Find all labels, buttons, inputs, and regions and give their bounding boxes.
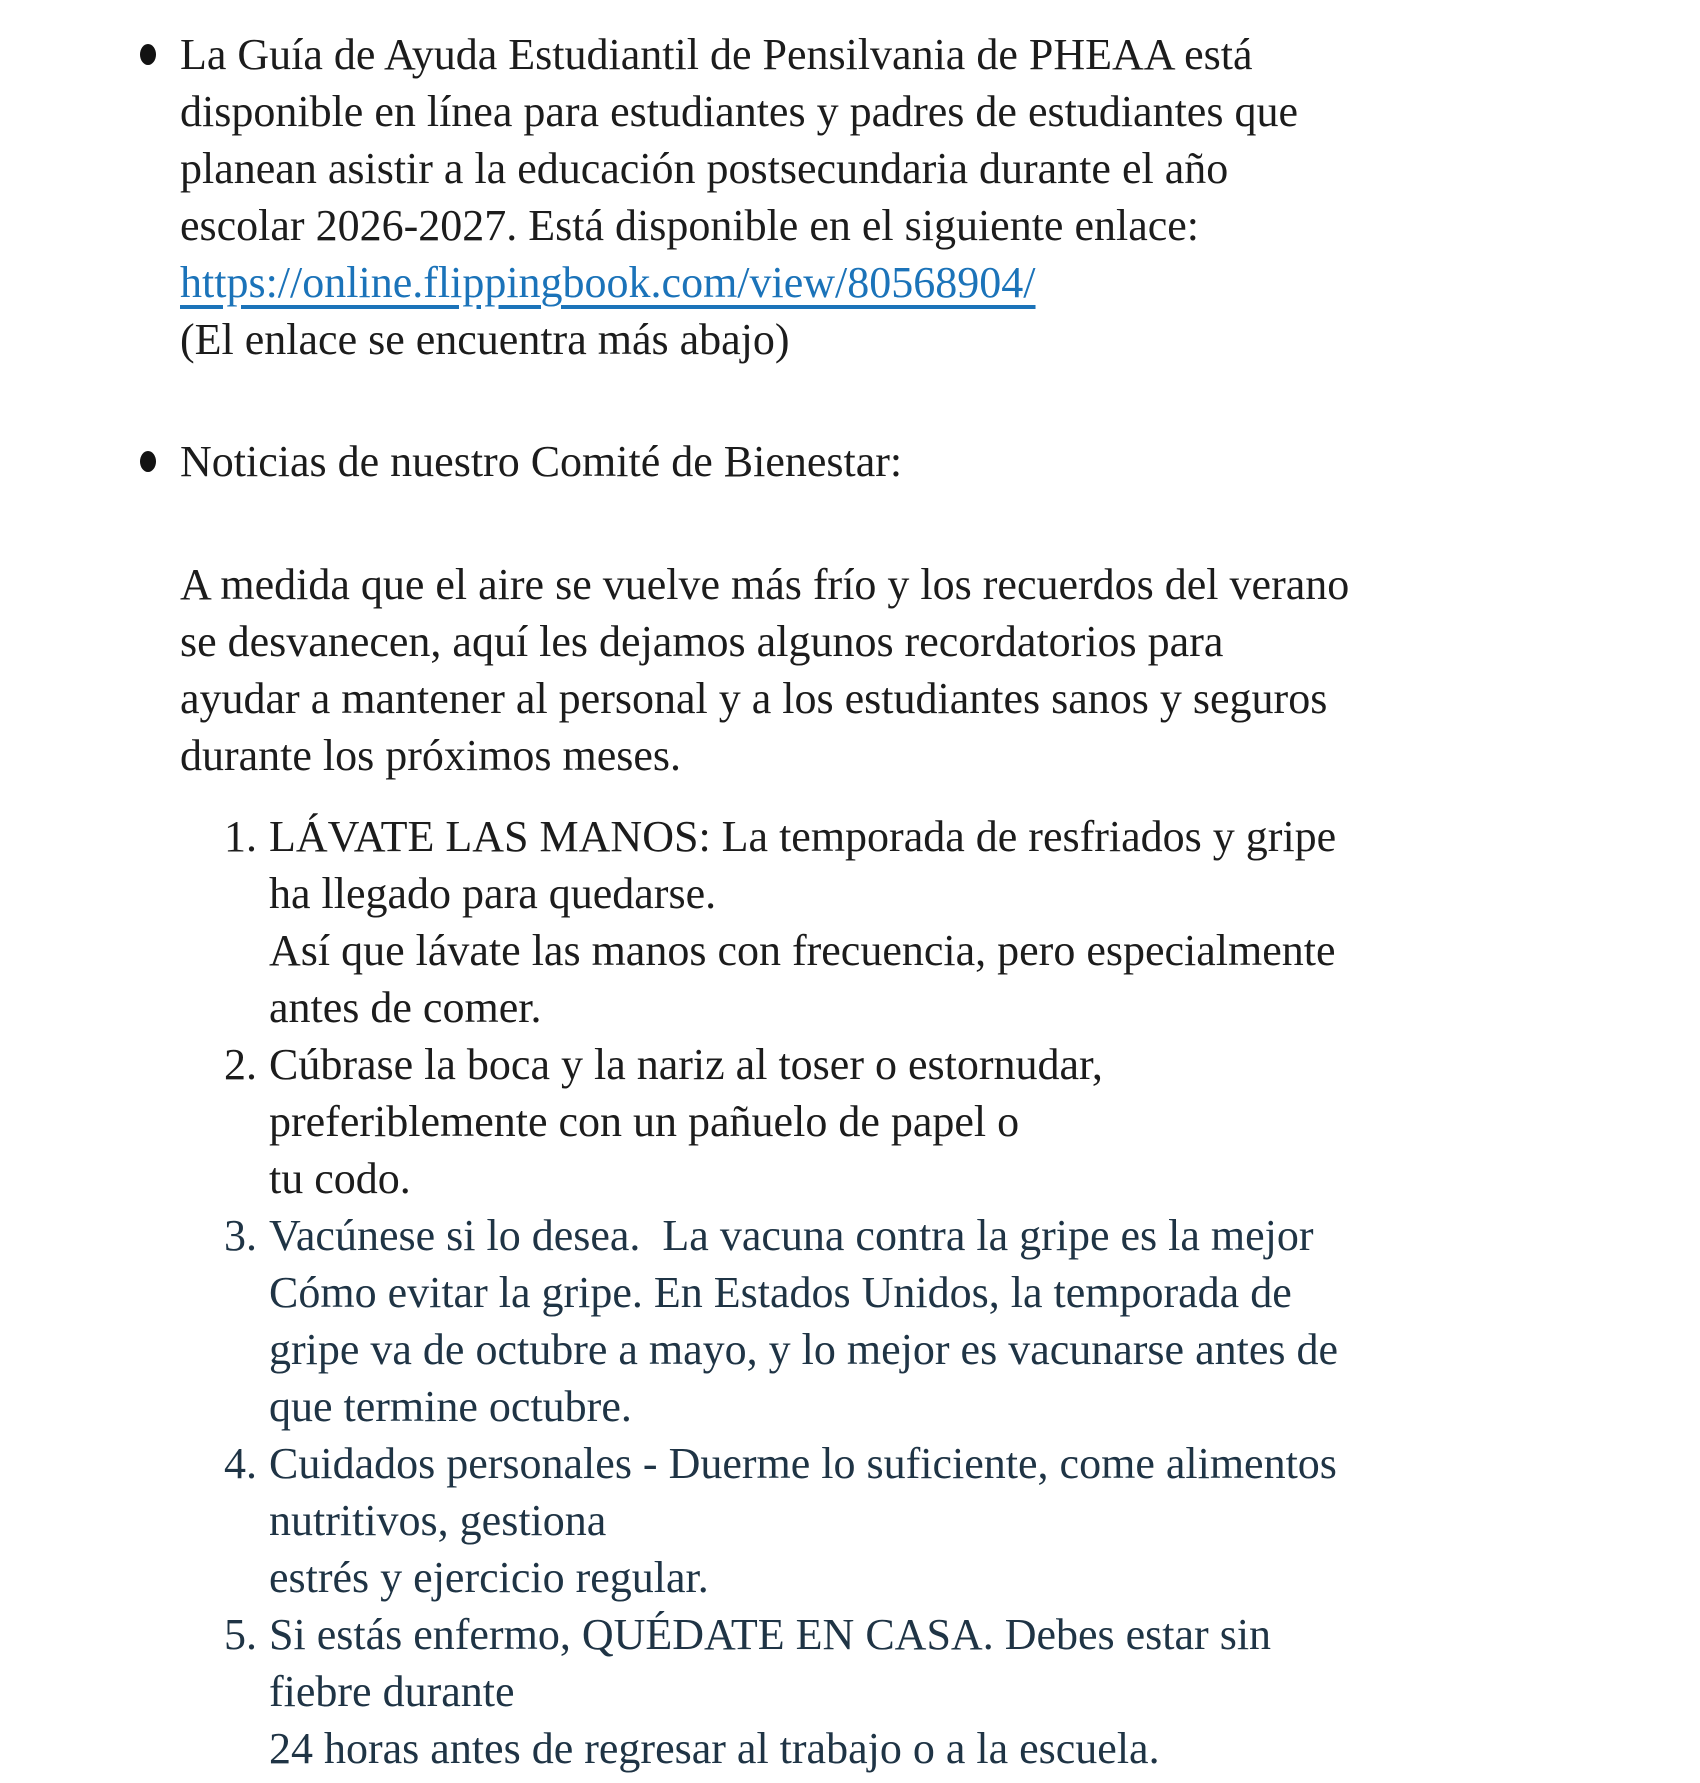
bullet-icon [140,451,156,472]
list-item-text [269,1036,1103,1207]
text-line: 24 horas antes de regresar al trabajo o a la escuela. [269,1724,1160,1773]
bullet-item-pheaa [140,26,1660,368]
text-line: tu codo. [269,1154,411,1203]
text-line: estrés y ejercicio regular. [269,1553,709,1602]
text-line: ha llegado para quedarse. [269,869,717,918]
list-item-1 [140,808,1660,1036]
bullet-pheaa-content [180,26,1298,368]
bullet-icon [140,44,156,65]
intro-paragraph [180,556,1660,784]
text-line: preferiblemente con un pañuelo de papel o [269,1097,1020,1146]
list-item-text [269,808,1336,1036]
text-line: Si estás enfermo, QUÉDATE EN CASA. Debes estar sin [269,1610,1272,1659]
text-line: escolar 2026-2027. Está disponible en el siguiente enlace: [180,201,1200,250]
tips-list [140,808,1660,1777]
list-number: 2. [224,1040,257,1089]
text-line: La Guía de Ayuda Estudiantil de Pensilvania de PHEAA está [180,30,1253,79]
text-line: LÁVATE LAS MANOS: La temporada de resfriados y gripe [269,812,1337,861]
text-line: Cómo evitar la gripe. En Estados Unidos, la temporada de [269,1268,1292,1317]
text-line: A medida que el aire se vuelve más frío y los recuerdos del verano [180,560,1350,609]
list-item-text [269,1606,1271,1777]
text-line: que termine octubre. [269,1382,632,1431]
text-line: Cúbrase la boca y la nariz al toser o estornudar, [269,1040,1103,1089]
list-item-4 [140,1435,1660,1606]
list-item-3 [140,1207,1660,1435]
text-line: Así que lávate las manos con frecuencia, pero especialmente [269,926,1336,975]
bullet-wellness-content [180,433,902,490]
text-line: se desvanecen, aquí les dejamos algunos recordatorios para [180,617,1224,666]
flippingbook-link[interactable]: https://online.flippingbook.com/view/80568904/ [180,258,1036,307]
list-item-text [269,1435,1337,1606]
wellness-heading: Noticias de nuestro Comité de Bienestar: [180,437,903,486]
list-number: 5. [224,1610,257,1659]
list-item-2 [140,1036,1660,1207]
text-line: ayudar a mantener al personal y a los estudiantes sanos y seguros [180,674,1328,723]
list-number: 3. [224,1211,257,1260]
link-note-line: (El enlace se encuentra más abajo) [180,315,790,364]
text-line: gripe va de octubre a mayo, y lo mejor es vacunarse antes de [269,1325,1339,1374]
list-number: 4. [224,1439,257,1488]
link-line [180,254,1298,311]
bullet-item-wellness [140,433,1660,490]
text-line: durante los próximos meses. [180,731,682,780]
text-line: Cuidados personales - Duerme lo suficiente, come alimentos [269,1439,1337,1488]
list-item-text [269,1207,1338,1435]
list-item-5 [140,1606,1660,1777]
list-number: 1. [224,812,257,861]
text-line: antes de comer. [269,983,542,1032]
text-line: disponible en línea para estudiantes y padres de estudiantes que [180,87,1298,136]
text-line: planean asistir a la educación postsecundaria durante el año [180,144,1229,193]
text-line: nutritivos, gestiona [269,1496,607,1545]
text-line: fiebre durante [269,1667,515,1716]
text-line: Vacúnese si lo desea. La vacuna contra la gripe es la mejor [269,1211,1314,1260]
